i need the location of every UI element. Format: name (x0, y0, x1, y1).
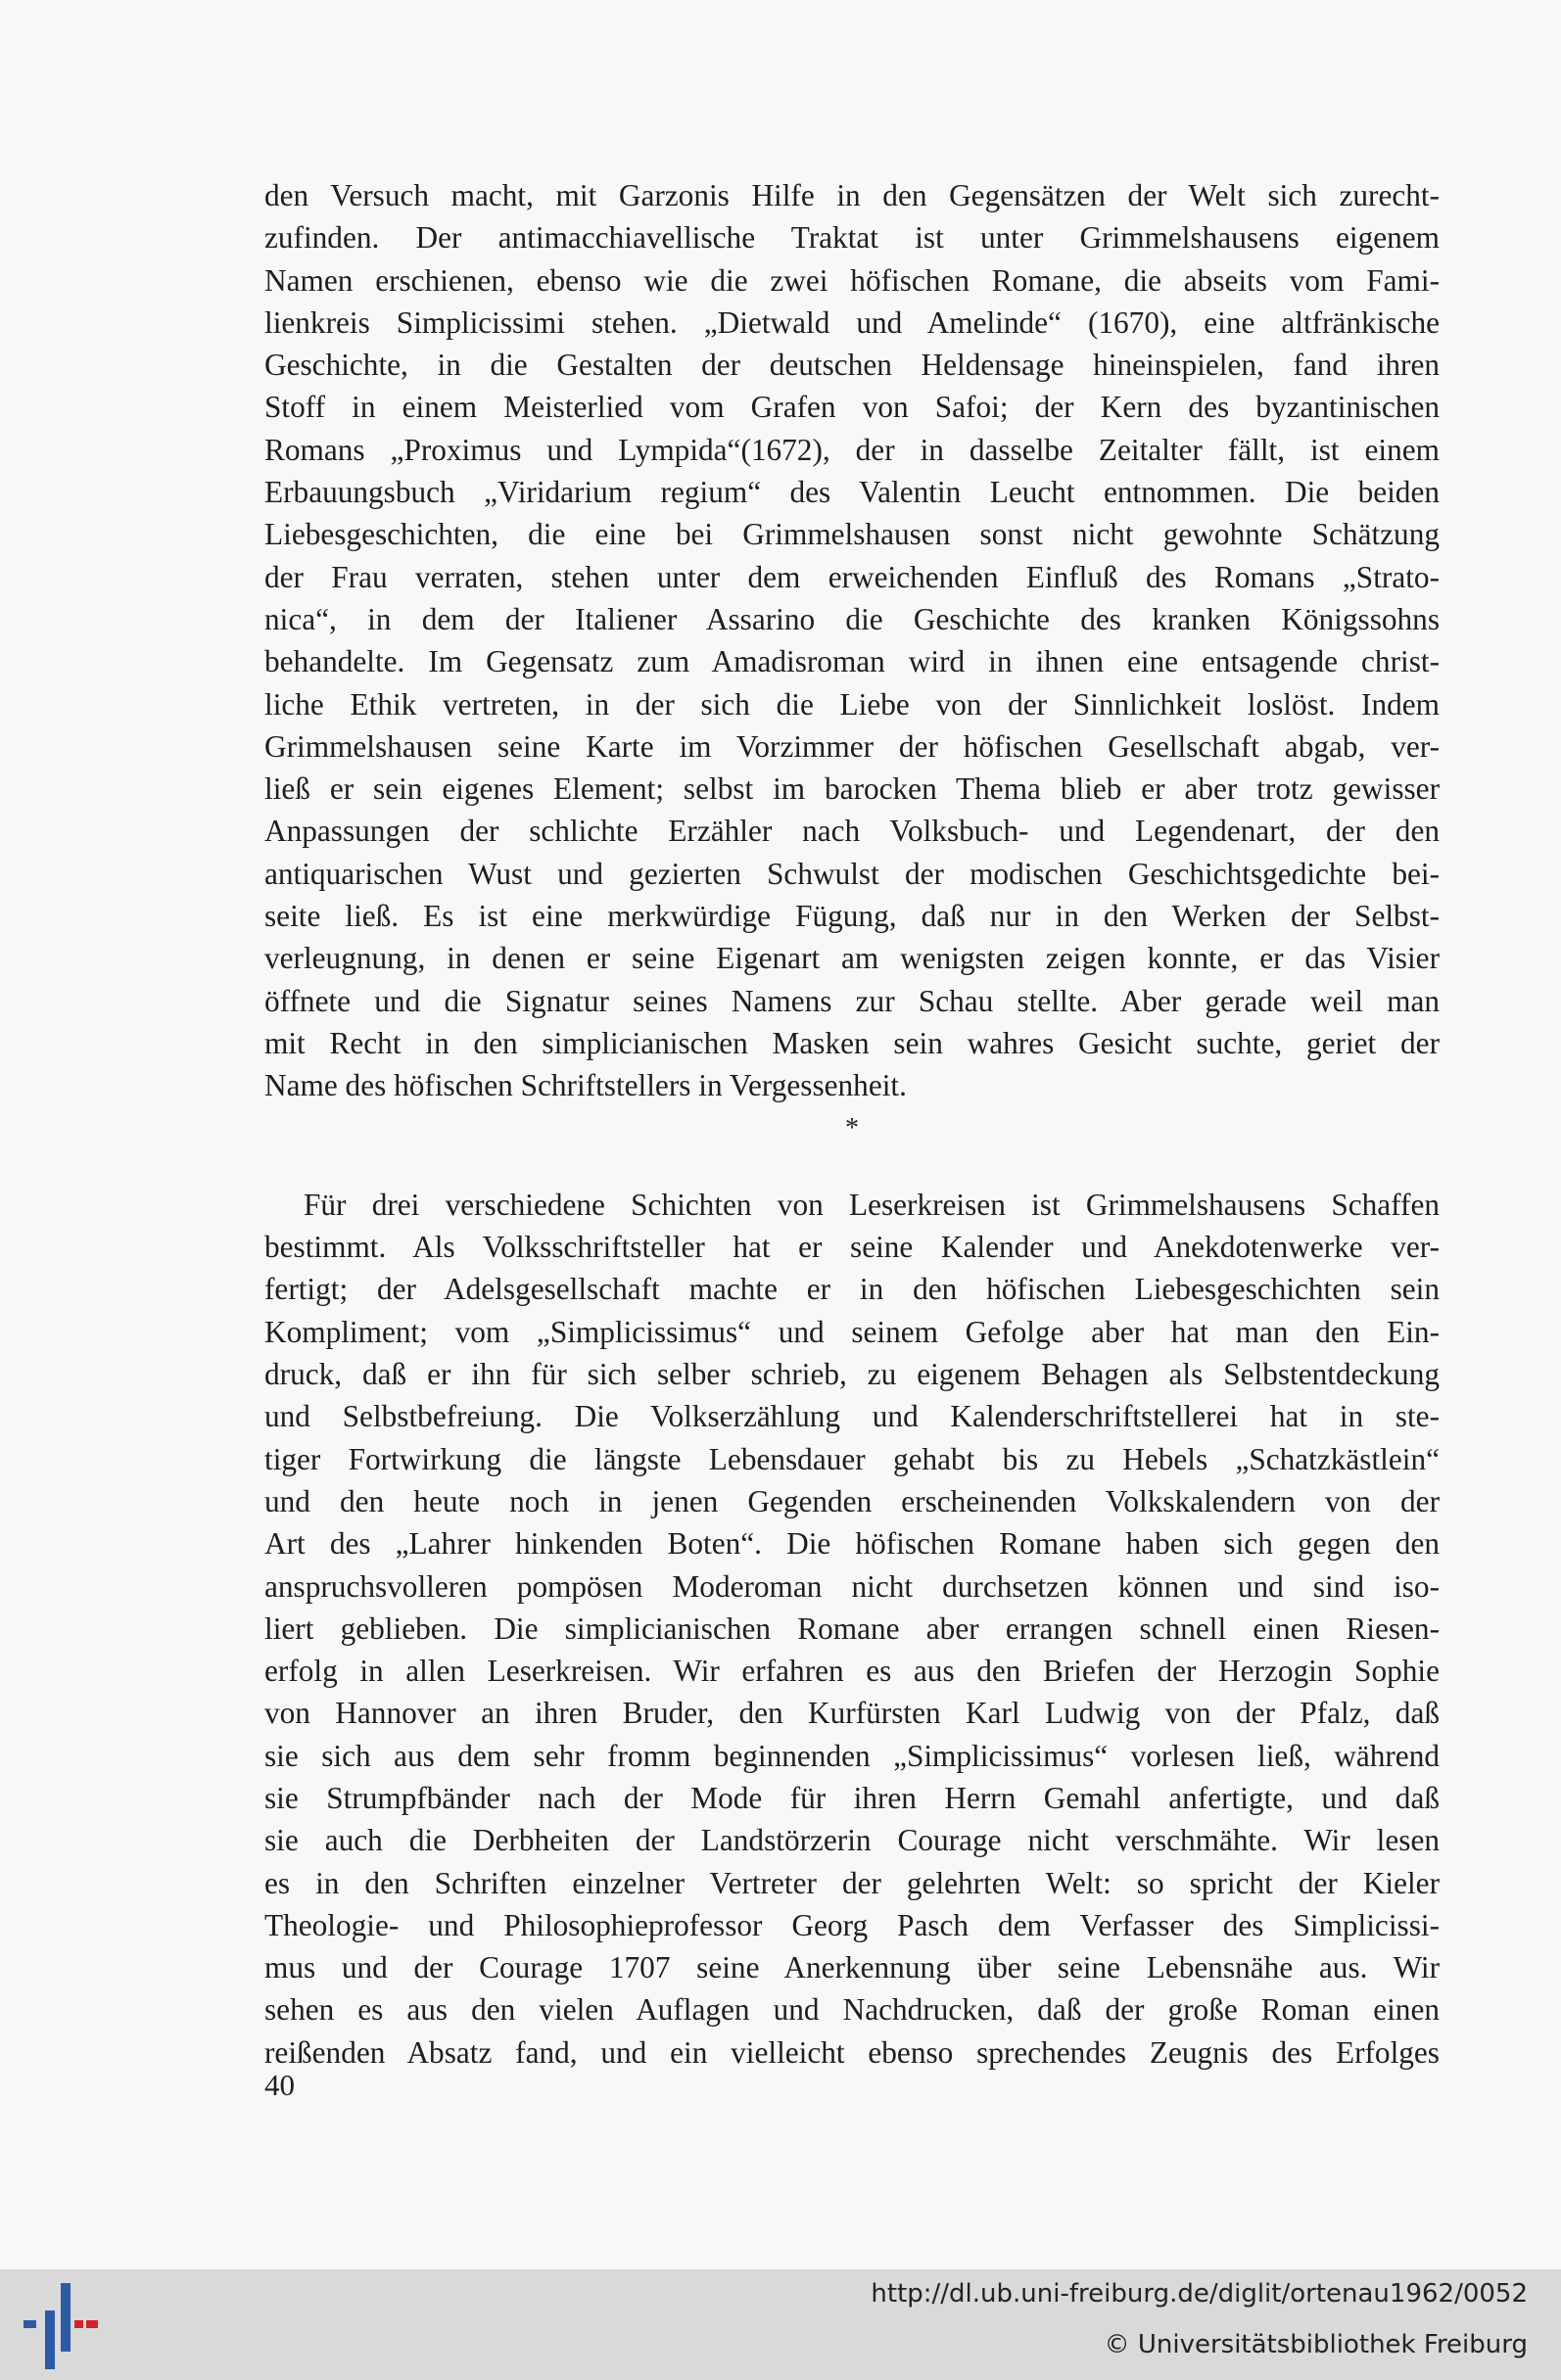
text-line: öffnete und die Signatur seines Namens zur Schau stellte. Aber gerade weil man (264, 983, 1440, 1018)
page-number: 40 (264, 2068, 295, 2102)
text-line: Geschichte, in die Gestalten der deutschen Heldensage hineinspielen, fand ihren (264, 348, 1440, 383)
text-line: verleugnung, in denen er seine Eigenart am wenigsten zeigen konnte, er das Visier (264, 941, 1440, 976)
text-line: von Hannover an ihren Bruder, den Kurfürsten Karl Ludwig von der Pfalz, daß (264, 1696, 1440, 1731)
text-line: der Frau verraten, stehen unter dem erweichenden Einfluß des Romans „Strato- (264, 559, 1440, 594)
paragraph-2 (264, 1184, 1440, 2074)
text-line: Für drei verschiedene Schichten von Leserkreisen ist Grimmelshausens Schaffen (304, 1187, 1440, 1222)
text-line: Grimmelshausen seine Karte im Vorzimmer der höfischen Gesellschaft abgab, ver- (264, 728, 1440, 764)
paragraph-1 (264, 174, 1440, 1107)
text-line: und den heute noch in jenen Gegenden erscheinenden Volkskalendern von der (264, 1483, 1440, 1518)
footer-bar (0, 2269, 1561, 2380)
text-line: behandelte. Im Gegensatz zum Amadisroman wird in ihnen eine entsagende christ- (264, 644, 1440, 679)
text-line: erfolg in allen Leserkreisen. Wir erfahren es aus den Briefen der Herzogin Sophie (264, 1654, 1440, 1689)
logo-bar-red-right (86, 2320, 98, 2328)
text-line: tiger Fortwirkung die längste Lebensdauer gehabt bis zu Hebels „Schatzkästlein“ (264, 1441, 1440, 1476)
footer-url-link[interactable]: http://dl.ub.uni-freiburg.de/diglit/ortenau1962/0052 (871, 2279, 1528, 2309)
text-line: seite ließ. Es ist eine merkwürdige Fügung, daß nur in den Werken der Selbst- (264, 899, 1440, 934)
text-line: sie sich aus dem sehr fromm beginnenden „Simplicissimus“ vorlesen ließ, während (264, 1738, 1440, 1773)
text-line: liert geblieben. Die simplicianischen Romane aber errangen schnell einen Riesen- (264, 1610, 1440, 1646)
text-line: sie auch die Derbheiten der Landstörzerin Courage nicht verschmähte. Wir lesen (264, 1823, 1440, 1858)
text-line: sehen es aus den vielen Auflagen und Nachdrucken, daß der große Roman einen (264, 1992, 1440, 2028)
text-line: den Versuch macht, mit Garzonis Hilfe in den Gegensätzen der Welt sich zurecht- (264, 178, 1440, 212)
text-line: und Selbstbefreiung. Die Volkserzählung und Kalenderschriftstellerei hat in ste- (264, 1399, 1440, 1434)
text-line: reißenden Absatz fand, und ein vielleicht ebenso sprechendes Zeugnis des Erfolges (264, 2034, 1440, 2070)
text-line: Theologie- und Philosophieprofessor Georg Pasch dem Verfasser des Simplicissi- (264, 1907, 1440, 1942)
text-line: nica“, in dem der Italiener Assarino die Geschichte des kranken Königssohns (264, 601, 1440, 636)
text-line: sie Strumpfbänder nach der Mode für ihren Herrn Gemahl anfertigte, und daß (264, 1780, 1440, 1815)
text-line: Art des „Lahrer hinkenden Boten“. Die höfischen Romane haben sich gegen den (264, 1526, 1440, 1562)
text-line: bestimmt. Als Volksschriftsteller hat er seine Kalender und Anekdotenwerke ver- (264, 1230, 1440, 1265)
text-line: Name des höfischen Schriftstellers in Vergessenheit. (264, 1068, 907, 1103)
text-line: Romans „Proximus und Lympida“(1672), der in dasselbe Zeitalter fällt, ist einem (264, 432, 1440, 467)
text-line: mus und der Courage 1707 seine Anerkennung über seine Lebensnähe aus. Wir (264, 1950, 1440, 1985)
text-line: ließ er sein eigenes Element; selbst im barocken Thema blieb er aber trotz gewisser (264, 771, 1440, 807)
text-line: zufinden. Der antimacchiavellische Traktat ist unter Grimmelshausens eigenem (264, 220, 1440, 256)
text-line: Erbauungsbuch „Viridarium regium“ des Valentin Leucht entnommen. Die beiden (264, 475, 1440, 510)
text-line: fertigt; der Adelsgesellschaft machte er in den höfischen Liebesgeschichten sein (264, 1272, 1440, 1307)
text-line: mit Recht in den simplicianischen Masken sein wahres Gesicht suchte, geriet der (264, 1025, 1440, 1060)
text-line: Stoff in einem Meisterlied vom Grafen von Safoi; der Kern des byzantinischen (264, 390, 1440, 425)
text-line: Kompliment; vom „Simplicissimus“ und seinem Gefolge aber hat man den Ein- (264, 1314, 1440, 1349)
text-line: anspruchsvolleren pompösen Moderoman nicht durchsetzen können und sind iso- (264, 1568, 1440, 1604)
footer-copyright: © Universitätsbibliothek Freiburg (1104, 2330, 1528, 2359)
ub-freiburg-logo-icon (22, 2281, 100, 2371)
text-line: lienkreis Simplicissimi stehen. „Dietwald und Amelinde“ (1670), eine altfränkische (264, 304, 1440, 340)
text-line: es in den Schriften einzelner Vertreter der gelehrten Welt: so spricht der Kieler (264, 1865, 1440, 1900)
logo-bar-left (24, 2320, 36, 2328)
text-line: Liebesgeschichten, die eine bei Grimmelshausen sonst nicht gewohnte Schätzung (264, 517, 1440, 552)
page-body-text (264, 174, 1440, 2074)
text-line: Namen erschienen, ebenso wie die zwei höfischen Romane, die abseits vom Fami- (264, 262, 1440, 298)
paragraph-gap (264, 1149, 1440, 1184)
logo-bar-tall-right (61, 2283, 71, 2352)
text-line: Anpassungen der schlichte Erzähler nach Volksbuch- und Legendenart, der den (264, 814, 1440, 849)
text-line: liche Ethik vertreten, in der sich die Liebe von der Sinnlichkeit loslöst. Indem (264, 686, 1440, 722)
text-line: antiquarischen Wust und gezierten Schwulst der modischen Geschichtsgedichte bei- (264, 856, 1440, 891)
text-line: druck, daß er ihn für sich selber schrieb, zu eigenem Behagen als Selbstentdeckung (264, 1357, 1440, 1392)
logo-bar-red-mid (74, 2320, 83, 2328)
logo-bar-tall-left (45, 2310, 55, 2369)
section-separator: * (845, 1112, 859, 1143)
